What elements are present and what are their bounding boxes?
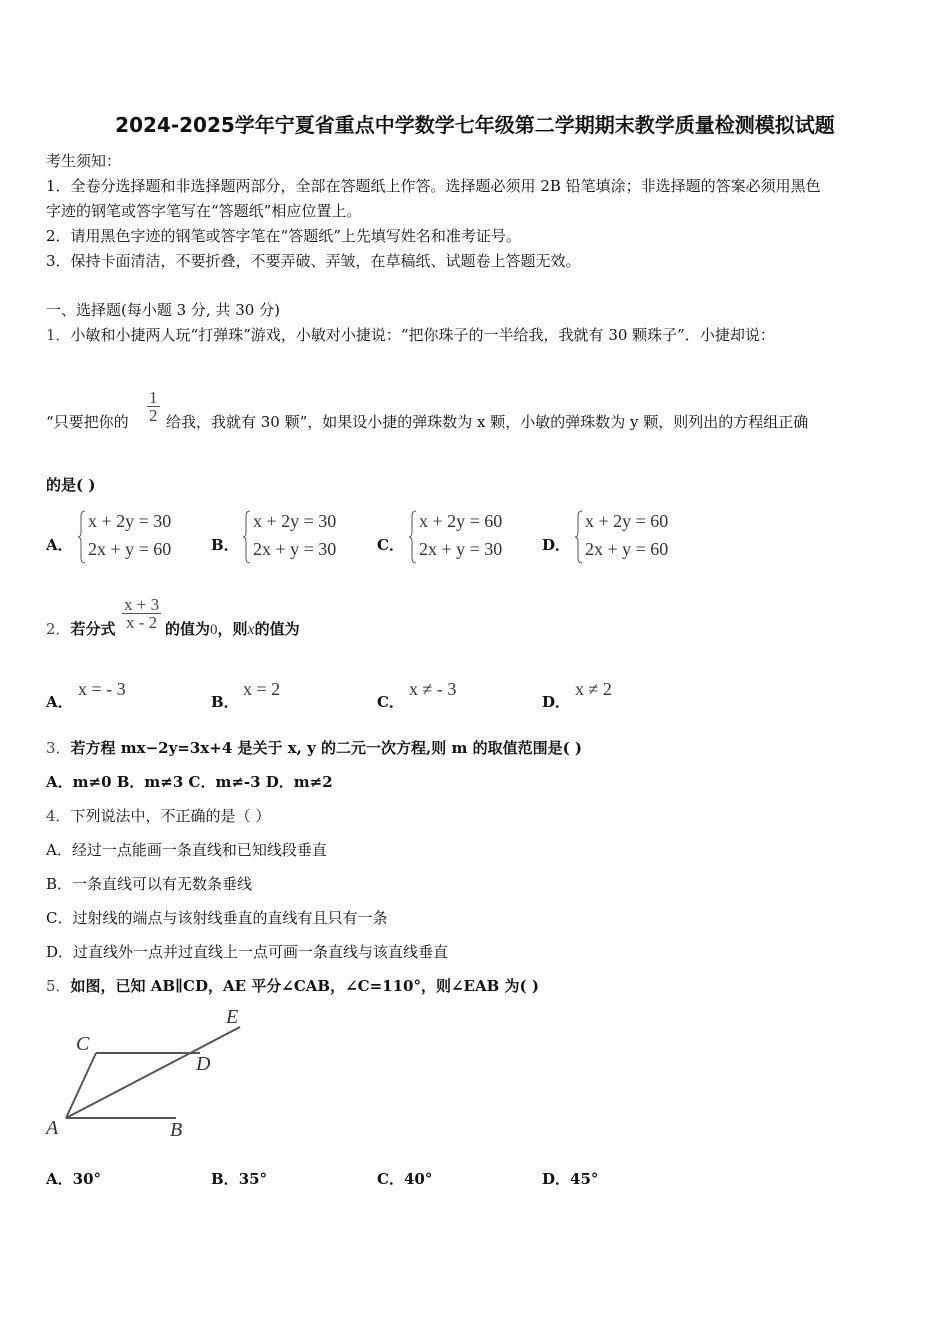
q1-option-b-label: B． (211, 536, 239, 554)
equation-2: 2x + y = 60 (585, 539, 669, 559)
equation-2: 2x + y = 60 (88, 539, 172, 559)
question-5-number: 5． (46, 977, 71, 995)
brace-icon (243, 510, 251, 564)
question-1-text: 小敏和小捷两人玩“打弹珠”游戏，小敏对小捷说：“把你珠子的一半给我，我就有 30 颗珠子”．小捷却说： (70, 326, 775, 344)
q2-option-d-expr: x ≠ 2 (575, 679, 612, 699)
point-label-d: D (196, 1053, 211, 1075)
question-5-line (46, 979, 539, 994)
notice-line-2: 2．请用黑色字迹的钢笔或答字笔在“答题纸”上先填写姓名和准考证号。 (46, 227, 521, 245)
question-1-line-2b: 给我，我就有 30 颗”，如果设小捷的弹珠数为 x 颗，小敏的弹珠数为 y 颗，则列出的方程组正确 (166, 413, 809, 431)
point-label-e: E (226, 1006, 239, 1028)
q1-option-d-label: D． (542, 536, 571, 554)
equation-1: x + 2y = 30 (253, 511, 337, 531)
option-label: C． (377, 1170, 404, 1188)
question-1-line-3: 的是( ) (46, 476, 96, 494)
q5-option-a (46, 1172, 101, 1187)
option-value: 40° (403, 1170, 433, 1188)
option-value: 30° (72, 1170, 102, 1188)
question-2-mid2: ，则 (217, 620, 248, 638)
q5-option-d (542, 1172, 598, 1187)
q4-option-d: D．过直线外一点并过直线上一点可画一条直线与该直线垂直 (46, 943, 449, 961)
question-2-line (46, 622, 116, 637)
brace-icon (78, 510, 86, 564)
q2-option-d-label: D． (542, 693, 571, 711)
equation-2: 2x + y = 30 (253, 539, 337, 559)
question-2-number: 2． (46, 620, 71, 638)
point-label-a: A (46, 1117, 59, 1139)
question-1-number: 1． (46, 326, 71, 344)
question-4-line (46, 809, 270, 824)
point-label-b: B (170, 1119, 183, 1141)
option-label: A． (46, 1170, 73, 1188)
q2-option-a-label: A． (46, 693, 73, 711)
question-3-line (46, 741, 582, 756)
equation-2: 2x + y = 30 (419, 539, 503, 559)
page-title: 2024-2025学年宁夏省重点中学数学七年级第二学期期末教学质量检测模拟试题 (115, 113, 835, 137)
equation-1: x + 2y = 60 (419, 511, 503, 531)
question-2-fraction (122, 596, 161, 631)
q2-option-a-expr: x = - 3 (78, 679, 126, 699)
question-2-rest (165, 622, 300, 638)
fraction-denominator: x - 2 (122, 613, 161, 631)
q1-option-a-label: A． (46, 536, 73, 554)
q4-option-b: B．一条直线可以有无数条垂线 (46, 875, 253, 893)
q2-option-c-label: C． (377, 693, 404, 711)
geometry-figure (40, 1000, 270, 1145)
q2-option-b-label: B． (211, 693, 239, 711)
q4-option-c: C．过射线的端点与该射线垂直的直线有且只有一条 (46, 909, 388, 927)
question-3-text: 若方程 mx−2y=3x+4 是关于 x, y 的二元一次方程,则 m 的取值范围是( ) (70, 739, 582, 757)
fraction-numerator: x + 3 (124, 595, 160, 614)
question-1-fraction (147, 389, 160, 424)
question-2-x: x (247, 621, 255, 638)
q2-option-b-expr: x = 2 (243, 679, 281, 699)
q5-option-c (377, 1172, 432, 1187)
q4-option-a: A．经过一点能画一条直线和已知线段垂直 (46, 841, 327, 859)
option-label: D． (542, 1170, 571, 1188)
brace-icon (409, 510, 417, 564)
point-label-c: C (76, 1033, 90, 1055)
notice-line-1: 1．全卷分选择题和非选择题两部分，全部在答题纸上作答。选择题必须用 2B 铅笔填涂；非选择题的答案必须用黑色 (46, 177, 821, 195)
q2-option-c-expr: x ≠ - 3 (409, 679, 457, 699)
question-2-pre: 若分式 (70, 620, 116, 638)
question-3-number: 3． (46, 739, 71, 757)
option-value: 45° (570, 1170, 599, 1188)
question-4-text: 下列说法中，不正确的是（ ） (70, 807, 271, 825)
notice-line-1b: 字迹的钢笔或答字笔写在“答题纸”相应位置上。 (46, 202, 362, 220)
question-2-zero: 0 (210, 622, 218, 638)
q5-option-b (211, 1172, 267, 1187)
question-2-post: 的值为 (254, 620, 300, 638)
notice-line-3: 3．保持卡面清洁，不要折叠，不要弄破、弄皱，在草稿纸、试题卷上答题无效。 (46, 252, 581, 270)
question-4-number: 4． (46, 807, 71, 825)
q1-option-c-label: C． (377, 536, 404, 554)
section-heading: 一、选择题(每小题 3 分, 共 30 分) (46, 301, 280, 319)
equation-1: x + 2y = 60 (585, 511, 669, 531)
question-5-text: 如图，已知 AB∥CD，AE 平分∠CAB，∠C=110°，则∠EAB 为( ) (70, 977, 539, 995)
option-value: 35° (238, 1170, 268, 1188)
question-1-line-2a: “只要把你的 (46, 413, 129, 431)
question-1-line-1 (46, 328, 775, 343)
question-2-mid: 的值为 (165, 620, 211, 638)
fraction-denominator: 2 (149, 406, 158, 425)
question-3-options: A．m≠0 B．m≠3 C．m≠-3 D．m≠2 (46, 773, 333, 791)
segment-ae (66, 1027, 240, 1118)
option-label: B． (211, 1170, 239, 1188)
equation-1: x + 2y = 30 (88, 511, 172, 531)
fraction-numerator: 1 (149, 388, 158, 407)
brace-icon (575, 510, 583, 564)
segment-ac (66, 1053, 96, 1118)
notice-heading: 考生须知： (46, 152, 122, 170)
